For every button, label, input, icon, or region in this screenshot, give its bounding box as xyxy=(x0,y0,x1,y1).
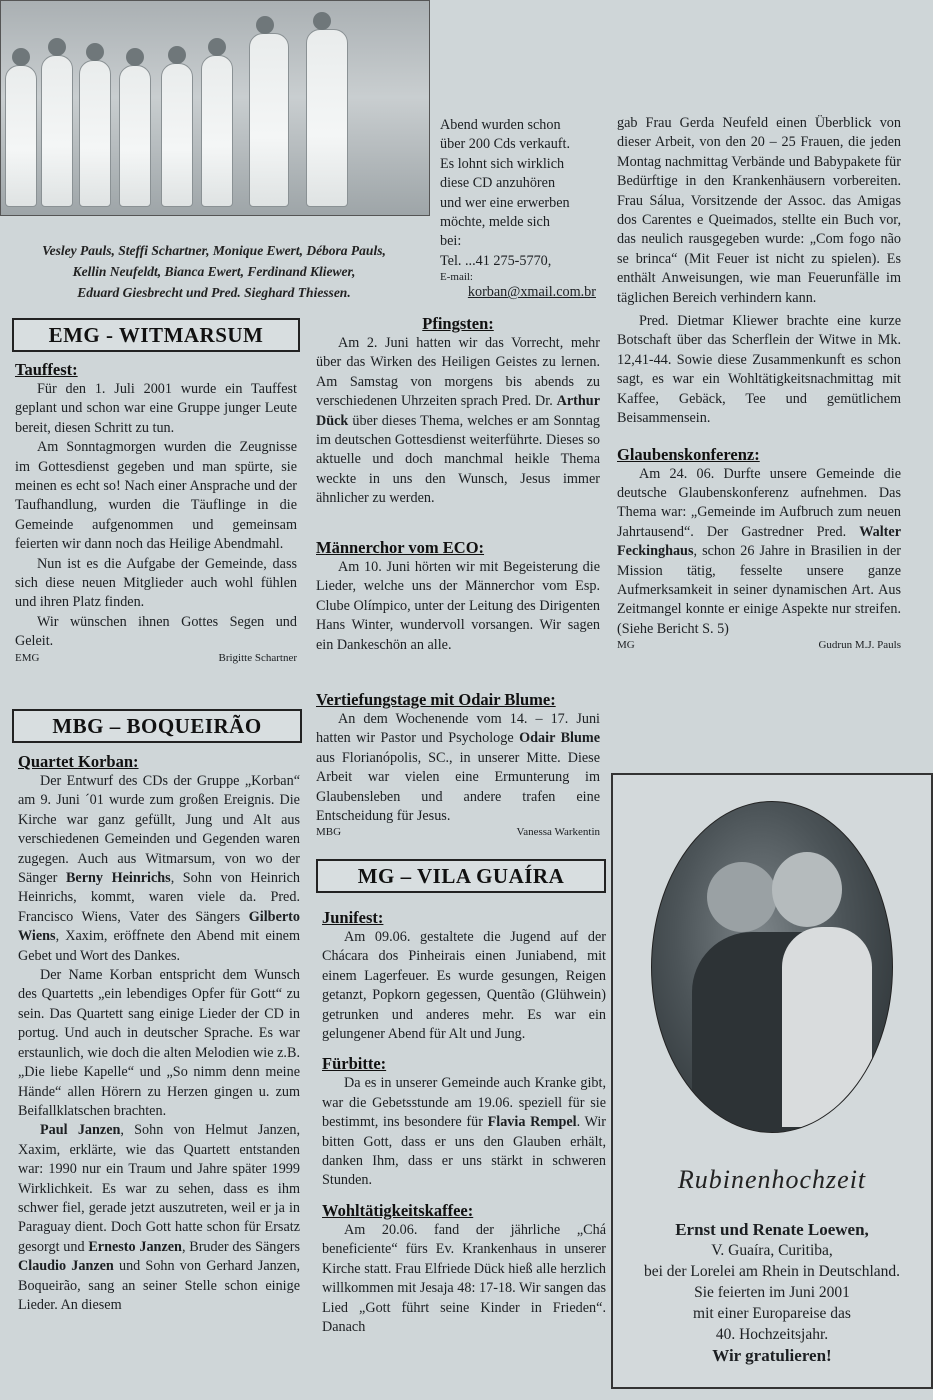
signature xyxy=(316,826,600,838)
mbg-section xyxy=(18,752,300,1315)
subheading-korban: Quartet Korban: xyxy=(18,752,139,771)
photo-person xyxy=(5,65,37,207)
anniversary-line: bei der Lorelei am Rhein in Deutschland. xyxy=(643,1263,901,1280)
signature xyxy=(15,652,297,664)
name-bold: Ernesto Janzen xyxy=(88,1238,182,1255)
name-bold: Odair Blume xyxy=(519,730,600,747)
paragraph: Wir wünschen ihnen Gottes Segen und Geleit. xyxy=(15,613,297,650)
name-bold: Walter Feckinghaus xyxy=(617,523,901,560)
anniversary-line: V. Guaíra, Curitiba, xyxy=(711,1242,833,1259)
photo-person xyxy=(306,29,348,207)
caption-line: Vesley Pauls, Steffi Schartner, Monique Ewert, Débora Pauls, xyxy=(42,243,386,258)
emg-section xyxy=(15,360,297,664)
paragraph: Am 10. Juni hörten wir mit Begeisterung die Lieder, welche uns der Männerchor vom Esp. Clube Olímpico, unter der Leitung des Dirigenten Hans Winter, wundervoll vorsangen. Wir sagen ein Dankeschön an alle. xyxy=(316,559,600,653)
email-label: E-mail: xyxy=(440,271,473,284)
anniversary-line: Sie feierten im Juni 2001 xyxy=(694,1284,850,1301)
signature-org: EMG xyxy=(15,651,40,664)
paragraph xyxy=(617,465,901,640)
photo-caption xyxy=(0,240,428,303)
paragraph xyxy=(316,334,600,509)
section-header-mbg: MBG – BOQUEIRÃO xyxy=(12,709,302,743)
subheading-vertiefung: Vertiefungstage mit Odair Blume: xyxy=(316,690,556,709)
signature xyxy=(617,639,901,651)
paragraph: Pred. Dietmar Kliewer brachte eine kurze Botschaft über das Scherflein der Witwe in Mk. 12,41-44. Sowie diese Zusammenkunft es schon sagt, es war ein Wohltätigkeitsnachmittag mit Kaffee, Gebäck, Tee und gemütlichem Beisammensein. xyxy=(617,313,901,427)
photo-person xyxy=(79,60,111,207)
contact-line: bei: xyxy=(440,233,462,250)
section-header-mg: MG – VILA GUAÍRA xyxy=(316,859,606,893)
contact-line: Es lohnt sich wirklich xyxy=(440,155,565,172)
col3-section xyxy=(617,114,901,651)
email-link[interactable]: korban@xmail.com.br xyxy=(467,284,596,301)
photo-person xyxy=(119,65,151,207)
text-run: An dem Wochenende vom 14. – 17. Juni hatten wir Pastor und Psychologe xyxy=(316,711,600,747)
text-run: , Sohn von Helmut Janzen, Xaxim, erklärte, wie das Quartett entstanden war: 1990 nur ein Traum und Jahre später 1999 Wirklichkeit. Es war zu sehen, dass es ihm schwer fiel, gerade jetzt auszutreten, weil er ja in Paraguay dient. Doch Gott hatte schon für Ersatz gesorgt und xyxy=(18,1122,301,1255)
contact-line: möchte, melde sich xyxy=(440,214,550,231)
subheading-wohltaetigkeit: Wohltätigkeitskaffee: xyxy=(322,1200,474,1220)
paragraph: Am Sonntagmorgen wurden die Zeugnisse im Gottesdienst gegeben und man spürte, sie meinen es echt so! Nach einer Ansprache und der Taufhandlung, wurden die Täuflinge in die Gemeinde aufgenommen und gemeinsam feierten wir dann noch das Heilige Abendmahl. xyxy=(15,439,297,553)
anniversary-title: Rubinenhochzeit xyxy=(677,1165,867,1194)
name-bold: Paul Janzen xyxy=(40,1122,121,1139)
name-bold: Berny Heinrichs xyxy=(65,870,171,887)
subheading-tauffest: Tauffest: xyxy=(15,360,78,379)
maennerchor-section xyxy=(316,538,600,655)
signature-author: Brigitte Schartner xyxy=(218,651,297,664)
signature-author: Vanessa Warkentin xyxy=(516,826,600,839)
caption-line: Eduard Giesbrecht und Pred. Sieghard Thiessen. xyxy=(77,285,351,300)
text-run: und Sohn von Gerhard Janzen, Boqueirão, sang an seiner Stelle schon einige Lieder. An diesem xyxy=(18,1258,300,1313)
text-run: Der Entwurf des CDs der Gruppe „Korban“ am 9. Juni ´01 wurde zum großen Ereignis. Die Kirche war ganz gefüllt, Jung und Alt aus verschiedenen Gemeinden und Gegenden waren zugegen. Auch aus Witmarsum, von wo der Sänger xyxy=(18,773,300,887)
contact-tel: Tel. ...41 275-5770, xyxy=(440,252,552,269)
text-run: , schon 26 Jahre in Brasilien in der Mission tätig, fesselte unsere ganze Aufmerksamkeit in seiner dynamischen Art. Aus Zeitmangel konnte er einige Aspekte nur streifen. (Siehe Bericht S. 5) xyxy=(617,543,901,637)
anniversary-line: mit einer Europareise das xyxy=(693,1305,851,1322)
korban-contact xyxy=(440,116,596,303)
text-run: Am 24. 06. Durfte unsere Gemeinde die deutsche Glaubenskonferenz aufnehmen. Das Thema war: „Gemeinde im Aufbruch zum neuen Jahrtausend“. Der Gastredner Pred. xyxy=(617,465,901,540)
photo-figure xyxy=(782,927,872,1127)
group-photo xyxy=(0,0,430,216)
paragraph xyxy=(18,1121,300,1315)
name-bold: Claudio Janzen xyxy=(18,1258,114,1275)
paragraph: Am 20.06. fand der jährliche „Chá beneficiente“ fürs Ev. Krankenhaus in unserer Kirche statt. Frau Elfriede Dück hieß alle herzlich willkommen mit Jesaja 48: 17-18. Wir sangen das Lied „Gott führt seine Kinder in Frieden“. Danach xyxy=(322,1221,606,1335)
anniversary-text xyxy=(613,1219,931,1366)
photo-person xyxy=(161,63,193,207)
anniversary-greeting: Wir gratulieren! xyxy=(712,1346,832,1365)
paragraph: Nun ist es die Aufgabe der Gemeinde, dass sich diese neuen Mitglieder auch wohl fühlen und ihren Platz finden. xyxy=(15,555,297,611)
anniversary-names: Ernst und Renate Loewen, xyxy=(675,1220,869,1239)
photo-person xyxy=(41,55,73,207)
paragraph xyxy=(322,1074,606,1190)
paragraph: Am 09.06. gestaltete die Jugend auf der Chácara dos Pinheirais einen Juniabend, mit einem Lagerfeuer. Es wurde gesungen, Reigen getanzt, Popkorn gegessen, Quentão (Glühwein) getrunken und anderes mehr. Es war ein gelungener Abend für Alt und Jung. xyxy=(322,929,606,1043)
signature-author: Gudrun M.J. Pauls xyxy=(818,639,901,652)
couple-photo xyxy=(651,801,893,1133)
subheading-glaubenskonferenz: Glaubenskonferenz: xyxy=(617,444,760,464)
photo-person xyxy=(249,33,289,207)
subheading-fuerbitte: Fürbitte: xyxy=(322,1054,387,1074)
photo-person xyxy=(201,55,233,207)
section-header-emg: EMG - WITMARSUM xyxy=(12,318,300,352)
text-run: , Sohn von Heinrich Heinrichs, kommt, waren viele da. Pred. Francisco Wiens, Vater des Sängers xyxy=(18,870,301,925)
contact-line: diese CD anzuhören xyxy=(440,175,556,192)
signature-org: MBG xyxy=(316,826,342,839)
text-run: Da es in unserer Gemeinde auch Kranke gibt, war die Gebetsstunde am 19.06. speziell für sie bestimmt, ins besondere für xyxy=(322,1075,606,1131)
photo-figure xyxy=(707,862,777,932)
paragraph: Für den 1. Juli 2001 wurde ein Tauffest geplant und schon war eine Gruppe junger Leute bereit, diesen Schritt zu tun. xyxy=(15,381,297,436)
contact-line: über 200 Cds verkauft. xyxy=(440,136,571,153)
anniversary-line: 40. Hochzeitsjahr. xyxy=(715,1326,829,1343)
photo-figure xyxy=(772,852,842,927)
anniversary-box xyxy=(611,773,933,1389)
text-run: . Wir bitten Gott, dass er uns den Glauben erhält, danken Ihm, dass er uns stärkt in schweren Stunden. xyxy=(322,1114,607,1189)
text-run: Am 2. Juni hatten wir das Vorrecht, mehr über das Wirken des Heiligen Geistes zu lernen. Am Samstag von morgens bis abends zu verschiedenen Uhrzeiten sprach Pred. Dr. xyxy=(316,335,600,410)
text-run: , Xaxim, eröffnete den Abend mit einem Gebet und Wort des Dankes. xyxy=(18,928,300,964)
subheading-pfingsten: Pfingsten: xyxy=(422,314,494,333)
name-bold: Arthur Dück xyxy=(316,393,600,429)
name-bold: Gilberto Wiens xyxy=(18,908,300,945)
pfingsten-section xyxy=(316,314,600,509)
contact-line: und wer eine erwerben xyxy=(440,194,570,211)
paragraph xyxy=(18,772,300,966)
paragraph xyxy=(316,710,600,826)
signature-org: MG xyxy=(617,639,635,652)
subheading-junifest: Junifest: xyxy=(322,908,384,927)
paragraph: Der Name Korban entspricht dem Wunsch des Quartetts „ein lebendiges Opfer für Gott“ zu sein. Das Quartett sang einige Lieder der CD in portug. Und auch in deutscher Sprache. Es war erstaunlich, wie doch die alten Melodien wie z.B. „Die liebe Kapelle“ und „So nimm denn meine Hände“ allen Hörern zu Herzen gingen u. zum Beifallklatschen brachten. xyxy=(18,967,300,1119)
caption-line: Kellin Neufeldt, Bianca Ewert, Ferdinand Kliewer, xyxy=(72,264,356,279)
contact-line: Abend wurden schon xyxy=(440,117,561,133)
name-bold: Flavia Rempel xyxy=(487,1114,577,1131)
text-run: über dieses Thema, welches er am Sonntag im deutschen Gottesdienst weiterführte. Dieses so aktuelle und doch manchmal heikle Thema weckte in uns den Wunsch, Jesus immer ähnlicher zu werden. xyxy=(316,412,600,507)
text-run: aus Florianópolis, SC., in unserer Mitte. Diese Arbeit war vielen eine Ermunterung im Glaubensleben und andere trafen eine Entscheidung für Jesus. xyxy=(316,749,600,825)
mg-section xyxy=(322,908,606,1337)
subheading-maennerchor: Männerchor vom ECO: xyxy=(316,538,485,557)
paragraph: gab Frau Gerda Neufeld einen Überblick von dieser Arbeit, von den 20 – 25 Frauen, die jeden Montag nachmittag Verbände und Babypakete für Bedürftige in den Krankenhäusern vorbereiten. Frau Sálua, Vorsitzende der Assoc. das Amigas dos Carentes e Queimados, stellte ein Buch vor, das neulich rausgegeben wurde: „Com fogo não se brinca“ (Mit Feuer ist nicht zu spielen). Es enthält Anweisungen, wie man Feuerunfälle im täglichen Bereich verhindern kann. xyxy=(617,115,901,306)
text-run: , Bruder des Sängers xyxy=(181,1238,300,1255)
vertiefung-section xyxy=(316,690,600,838)
